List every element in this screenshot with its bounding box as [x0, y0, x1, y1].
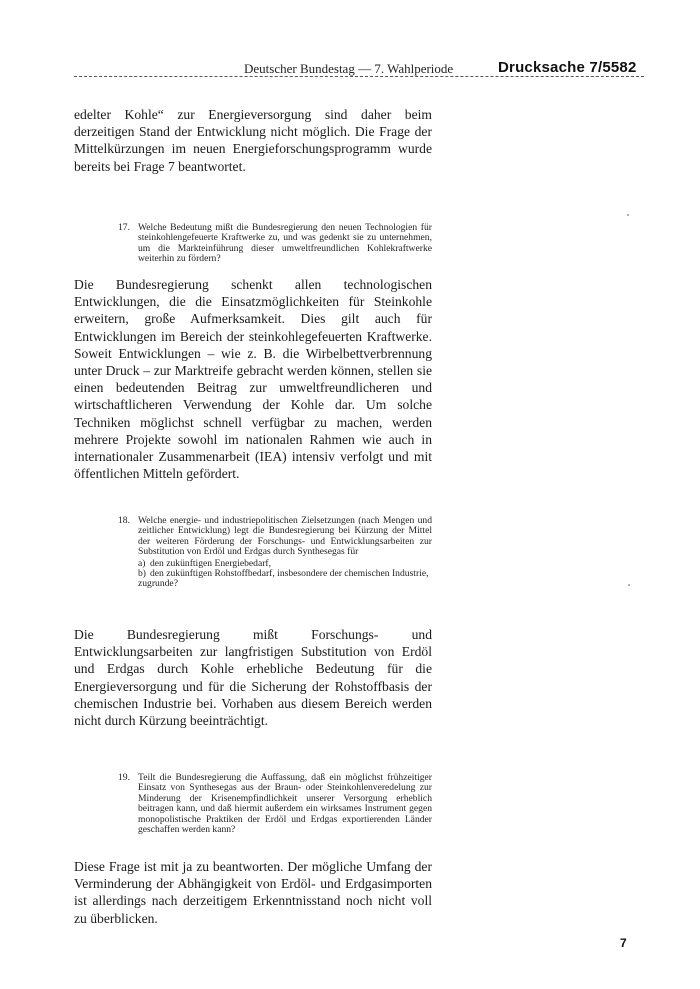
scan-speck: [627, 214, 629, 216]
question-text: Teilt die Bundesregierung die Auffassung, daß ein möglichst frühzeitiger Einsatz von Synthesegas aus der Braun- oder Steinkohlenveredelung zur Minderung der Krisenempfindlichkeit unserer Versorgung erheblich beitragen kann, und daß hiermit außerdem ein wirksames Instrument gegen monopolistische Praktiken der Erdöl und Erdgas exportierenden Länder geschaffen werden kann?: [138, 772, 432, 836]
question-17: [118, 223, 432, 265]
answer-19-paragraph: Diese Frage ist mit ja zu beantworten. Der mögliche Umfang der Verminderung der Abhängigkeit von Erdöl- und Erdgasimporten ist allerdings nach derzeitigem Erkenntnisstand noch nicht voll zu überblicken.: [74, 859, 432, 926]
answer-17-paragraph: Die Bundesregierung schenkt allen technologischen Entwicklungen, die die Einsatzmöglichkeiten für Steinkohle erweitern, große Aufmerksamkeit. Dies gilt auch für Entwicklungen im Bereich der steinkohlegefeuerten Kraftwerke. Soweit Entwicklungen – wie z. B. die Wirbelbettverbrennung unter Druck – zur Marktreife gebracht werden können, stellen sie einen bedeutenden Beitrag zur umweltfreundlicheren und wirtschaftlicheren Verwendung der Kohle dar. Um solche Techniken möglichst schnell verfügbar zu machen, werden mehrere Projekte sowohl im nationalen Rahmen wie auch in internationaler Zusammenarbeit (IEA) intensiv verfolgt und mit öffentlichen Mitteln gefördert.: [74, 277, 432, 482]
list-item-text: den zukünftigen Rohstoffbedarf, insbesondere der chemischen Industrie,: [150, 568, 429, 580]
question-18: [118, 516, 432, 590]
list-item-text: den zukünftigen Energiebedarf,: [150, 557, 272, 569]
question-text: Welche energie- und industriepolitischen Zielsetzungen (nach Mengen und zeitlicher Entwicklung) legt die Bundesregierung bei Kürzung der Mittel der weiteren Förderung der Forschungs- und Entwicklungsarbeiten zur Substitution von Erdöl und Erdgas durch Synthesegas für: [138, 515, 432, 558]
header-title: Deutscher Bundestag — 7. Wahlperiode: [244, 61, 454, 76]
question-19: [118, 773, 432, 835]
question-number: 19.: [118, 772, 130, 783]
answer-18-paragraph: Die Bundesregierung mißt Forschungs- und Entwicklungsarbeiten zur langfristigen Substitution von Erdöl und Erdgas durch Kohle erhebliche Bedeutung für die Energieversorgung und für die Sicherung der Rohstoffbasis der chemischen Industrie bei. Vorhaben aus diesem Bereich werden nicht durch Kürzung beeinträchtigt.: [74, 627, 432, 729]
question-18-list: [138, 559, 432, 580]
document-number: Drucksache 7/5582: [498, 59, 637, 76]
question-number: 17.: [118, 222, 130, 233]
question-tail: zugrunde?: [138, 578, 178, 590]
page-number: 7: [620, 936, 627, 950]
question-text: Welche Bedeutung mißt die Bundesregierung den neuen Technologien für steinkohlengefeuerte Kraftwerke zu, und was gedenkt sie zu unternehmen, um die Markteinführung dieser umweltfreundlichen Kohlekraftwerke weiterhin zu fördern?: [138, 222, 432, 265]
list-item: [138, 569, 432, 579]
question-number: 18.: [118, 515, 130, 526]
scan-speck: [628, 584, 630, 586]
list-item-letter: b): [138, 568, 146, 580]
intro-paragraph: edelter Kohle“ zur Energieversorgung sind daher beim derzeitigen Stand der Entwicklung nicht möglich. Die Frage der Mittelkürzungen im neuen Energieforschungsprogramm wurde bereits bei Frage 7 beantwortet.: [74, 107, 432, 174]
list-item-letter: a): [138, 557, 146, 569]
